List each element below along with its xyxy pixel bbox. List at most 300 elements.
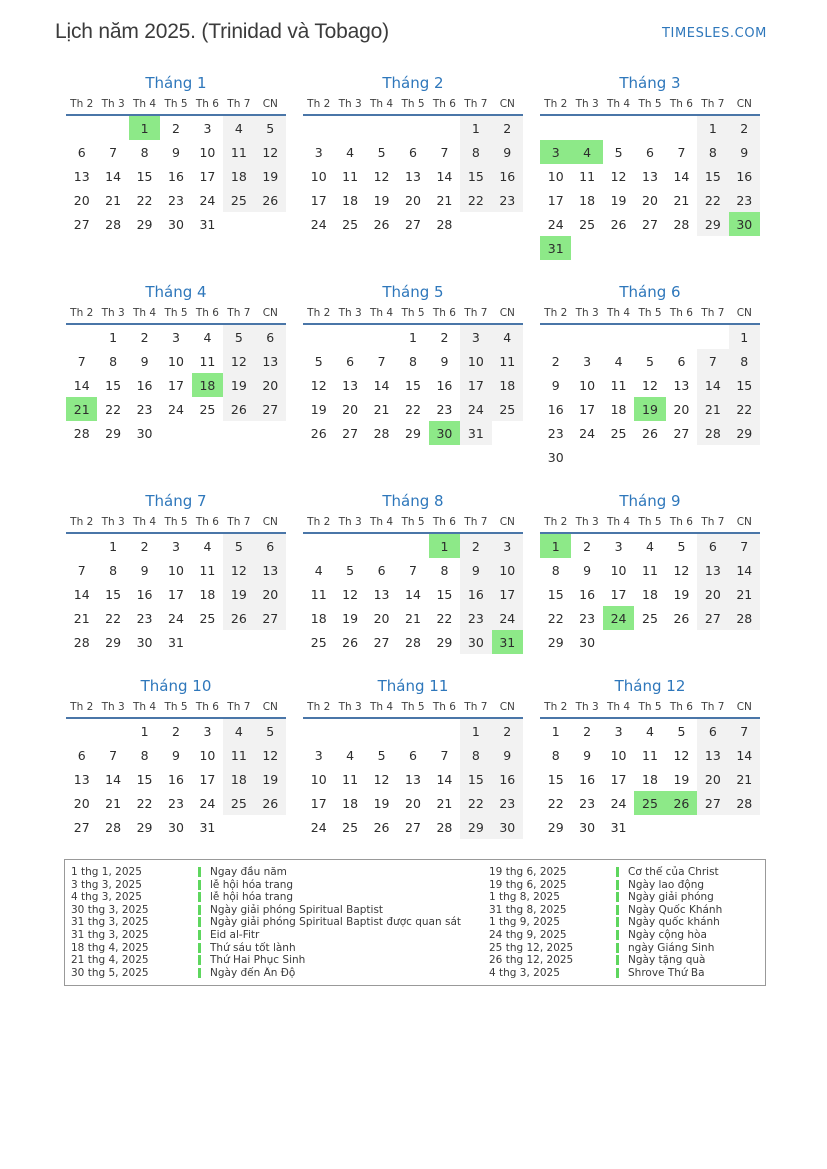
- day-cell-empty: [666, 325, 697, 349]
- day-cell: 29: [105, 634, 122, 650]
- legend-item: [489, 904, 759, 917]
- day-cell: 15: [460, 164, 491, 188]
- day-cell: 8: [140, 747, 149, 763]
- legend-item: [71, 916, 489, 929]
- day-cell: 22: [547, 610, 564, 626]
- day-cell: 8: [460, 140, 491, 164]
- day-cell-empty: [492, 212, 523, 236]
- day-cell: 25: [634, 791, 665, 815]
- day-cell-empty: [603, 236, 634, 260]
- weekday-header: Th 3: [575, 98, 599, 110]
- day-cell: 30: [136, 425, 153, 441]
- day-cell: 18: [492, 373, 523, 397]
- day-cell: 2: [140, 329, 149, 345]
- day-cell: 22: [547, 795, 564, 811]
- weekday-header: Th 5: [401, 98, 425, 110]
- weekday-header: Th 6: [432, 516, 456, 528]
- year-calendar-grid: [66, 74, 760, 839]
- weekday-header: CN: [736, 701, 752, 713]
- day-cell: 3: [583, 353, 592, 369]
- day-cell: 16: [547, 401, 564, 417]
- day-cell: 29: [405, 425, 421, 441]
- day-cell: 24: [199, 192, 216, 208]
- day-cell: 14: [73, 377, 90, 393]
- weekday-header: CN: [499, 516, 515, 528]
- day-cell: 18: [223, 767, 254, 791]
- weekday-header-row: [303, 701, 523, 719]
- weekday-header: Th 6: [195, 701, 219, 713]
- weekday-header: CN: [262, 516, 278, 528]
- day-cell: 13: [255, 558, 286, 582]
- month-title: Tháng 5: [382, 283, 444, 301]
- day-cell: 15: [460, 767, 491, 791]
- day-cell: 28: [105, 216, 122, 232]
- weekday-header: Th 3: [338, 701, 362, 713]
- legend-label: Shrove Thứ Ba: [628, 966, 705, 979]
- day-cell: 6: [255, 534, 286, 558]
- day-cell: 18: [192, 373, 223, 397]
- day-cell: 5: [646, 353, 654, 369]
- weekday-header: CN: [262, 98, 278, 110]
- day-cell: 27: [405, 819, 421, 835]
- month-block: [540, 283, 760, 469]
- day-cell-empty: [366, 719, 397, 743]
- day-cell: 2: [492, 116, 523, 140]
- day-cell-empty: [66, 534, 97, 558]
- day-cell-empty: [397, 116, 428, 140]
- day-cell: 9: [492, 140, 523, 164]
- day-cell: 3: [492, 534, 523, 558]
- day-cell: 14: [729, 558, 760, 582]
- day-cell: 29: [547, 819, 564, 835]
- month-title: Tháng 8: [382, 492, 444, 510]
- day-cell-empty: [603, 116, 634, 140]
- day-cell: 11: [223, 140, 254, 164]
- day-cell: 9: [172, 747, 180, 763]
- legend-label: Ngày Quốc Khánh: [628, 903, 723, 916]
- day-cell: 29: [136, 819, 153, 835]
- day-cell: 20: [697, 767, 728, 791]
- day-cell: 8: [440, 562, 449, 578]
- weekday-header: Th 3: [101, 701, 125, 713]
- day-cell: 11: [579, 168, 596, 184]
- holiday-marker-icon: [198, 930, 201, 940]
- legend-date: 30 thg 5, 2025: [71, 966, 149, 979]
- legend-label: Ngày đến Ấn Độ: [210, 966, 296, 979]
- day-cell: 20: [697, 582, 728, 606]
- day-cell: 27: [73, 819, 90, 835]
- day-cell-empty: [429, 719, 460, 743]
- day-cell: 16: [492, 164, 523, 188]
- day-cell: 9: [140, 353, 149, 369]
- month-block: [66, 283, 286, 469]
- day-cell: 18: [642, 771, 658, 787]
- legend-label: Ngày giải phóng Spiritual Baptist: [210, 903, 384, 916]
- day-cell: 28: [373, 425, 390, 441]
- day-cell: 31: [460, 421, 491, 445]
- day-cell: 10: [610, 747, 627, 763]
- day-cell: 15: [105, 586, 122, 602]
- month-days-grid: [540, 325, 760, 469]
- day-cell: 4: [223, 116, 254, 140]
- day-cell: 12: [255, 140, 286, 164]
- day-cell: 7: [109, 144, 118, 160]
- day-cell-empty: [571, 116, 602, 140]
- month-block: [66, 677, 286, 839]
- day-cell: 5: [377, 144, 386, 160]
- day-cell: 2: [729, 116, 760, 140]
- day-cell: 20: [73, 192, 90, 208]
- day-cell-empty: [666, 630, 697, 654]
- day-cell: 29: [729, 421, 760, 445]
- weekday-header: Th 2: [307, 98, 331, 110]
- day-cell: 28: [729, 791, 760, 815]
- day-cell: 1: [540, 534, 571, 558]
- month-block: [303, 283, 523, 469]
- day-cell: 6: [409, 747, 417, 763]
- day-cell: 15: [697, 164, 728, 188]
- day-cell: 14: [73, 586, 90, 602]
- day-cell: 3: [614, 723, 623, 739]
- day-cell-empty: [192, 421, 223, 445]
- legend-item: [489, 954, 759, 967]
- day-cell: 22: [436, 610, 453, 626]
- day-cell: 19: [610, 192, 627, 208]
- day-cell: 17: [492, 582, 523, 606]
- weekday-header: Th 7: [464, 98, 488, 110]
- weekday-header-row: [66, 98, 286, 116]
- weekday-header: Th 3: [338, 98, 362, 110]
- weekday-header: Th 4: [370, 701, 394, 713]
- legend-item: [71, 891, 489, 904]
- legend-date: 19 thg 6, 2025: [489, 878, 567, 891]
- day-cell: 24: [603, 606, 634, 630]
- weekday-header: Th 2: [544, 516, 568, 528]
- day-cell: 28: [697, 421, 728, 445]
- day-cell: 27: [697, 791, 728, 815]
- day-cell: 15: [547, 586, 564, 602]
- day-cell-empty: [303, 719, 334, 743]
- day-cell: 14: [405, 586, 421, 602]
- day-cell-empty: [255, 421, 286, 445]
- day-cell: 13: [697, 743, 728, 767]
- weekday-header-row: [66, 701, 286, 719]
- day-cell: 1: [109, 538, 118, 554]
- day-cell-empty: [697, 815, 728, 839]
- weekday-header: Th 6: [669, 516, 693, 528]
- day-cell: 3: [203, 120, 212, 136]
- legend-date: 31 thg 8, 2025: [489, 903, 567, 916]
- day-cell: 18: [342, 795, 359, 811]
- day-cell: 12: [342, 586, 359, 602]
- day-cell: 23: [136, 610, 153, 626]
- day-cell: 23: [460, 606, 491, 630]
- day-cell: 7: [677, 144, 686, 160]
- day-cell: 14: [105, 168, 122, 184]
- weekday-header: Th 7: [227, 307, 251, 319]
- weekday-header: Th 5: [401, 307, 425, 319]
- day-cell: 18: [342, 192, 359, 208]
- day-cell-empty: [255, 630, 286, 654]
- weekday-header: Th 5: [638, 701, 662, 713]
- day-cell: 12: [255, 743, 286, 767]
- weekday-header: Th 4: [370, 307, 394, 319]
- day-cell: 28: [436, 216, 453, 232]
- day-cell: 17: [460, 373, 491, 397]
- legend-date: 31 thg 3, 2025: [71, 916, 149, 929]
- legend-label: Eid al-Fitr: [210, 928, 260, 941]
- day-cell: 27: [255, 606, 286, 630]
- day-cell: 9: [440, 353, 449, 369]
- day-cell: 4: [492, 325, 523, 349]
- legend-date: 1 thg 9, 2025: [489, 916, 560, 929]
- weekday-header-row: [540, 516, 760, 534]
- day-cell: 17: [199, 771, 216, 787]
- day-cell-empty: [255, 815, 286, 839]
- day-cell: 9: [460, 558, 491, 582]
- weekday-header: Th 7: [701, 516, 725, 528]
- weekday-header: Th 4: [133, 307, 157, 319]
- month-days-grid: [66, 325, 286, 445]
- day-cell: 5: [255, 116, 286, 140]
- month-days-grid: [303, 719, 523, 839]
- month-title: Tháng 6: [619, 283, 681, 301]
- day-cell: 30: [547, 449, 564, 465]
- weekday-header: Th 7: [227, 98, 251, 110]
- legend-label: lễ hội hóa trang: [210, 891, 294, 904]
- day-cell-empty: [666, 815, 697, 839]
- day-cell: 7: [409, 562, 417, 578]
- day-cell-empty: [634, 815, 665, 839]
- day-cell: 25: [342, 819, 359, 835]
- day-cell: 14: [105, 771, 122, 787]
- day-cell: 13: [673, 377, 690, 393]
- weekday-header: Th 4: [133, 516, 157, 528]
- legend-date: 25 thg 12, 2025: [489, 941, 574, 954]
- day-cell: 4: [203, 329, 212, 345]
- day-cell: 23: [492, 188, 523, 212]
- day-cell: 2: [140, 538, 149, 554]
- day-cell: 9: [492, 743, 523, 767]
- day-cell: 7: [729, 534, 760, 558]
- day-cell: 24: [547, 216, 564, 232]
- day-cell-empty: [366, 116, 397, 140]
- day-cell: 15: [136, 168, 153, 184]
- day-cell: 4: [346, 747, 355, 763]
- weekday-header-row: [540, 307, 760, 325]
- day-cell: 11: [492, 349, 523, 373]
- weekday-header: Th 4: [133, 701, 157, 713]
- day-cell: 27: [342, 425, 359, 441]
- day-cell: 8: [109, 353, 118, 369]
- legend-date: 18 thg 4, 2025: [71, 941, 149, 954]
- legend-item: [71, 866, 489, 879]
- day-cell-empty: [634, 325, 665, 349]
- day-cell: 19: [223, 373, 254, 397]
- weekday-header: Th 4: [370, 516, 394, 528]
- day-cell-empty: [729, 236, 760, 260]
- legend-item: [489, 942, 759, 955]
- day-cell: 13: [342, 377, 359, 393]
- day-cell: 10: [168, 562, 184, 578]
- day-cell: 3: [172, 329, 180, 345]
- day-cell: 12: [310, 377, 327, 393]
- day-cell: 5: [346, 562, 355, 578]
- day-cell-empty: [571, 325, 602, 349]
- legend-date: 19 thg 6, 2025: [489, 866, 567, 878]
- holiday-marker-icon: [198, 955, 201, 965]
- day-cell: 4: [223, 719, 254, 743]
- day-cell: 25: [223, 188, 254, 212]
- day-cell: 8: [409, 353, 417, 369]
- legend-label: Ngày tặng quà: [628, 954, 706, 967]
- day-cell: 10: [460, 349, 491, 373]
- weekday-header: Th 7: [701, 701, 725, 713]
- day-cell: 2: [492, 719, 523, 743]
- weekday-header: Th 2: [307, 516, 331, 528]
- weekday-header: Th 4: [370, 98, 394, 110]
- day-cell: 23: [136, 401, 153, 417]
- day-cell-empty: [66, 325, 97, 349]
- day-cell: 11: [199, 562, 216, 578]
- day-cell: 28: [73, 425, 90, 441]
- day-cell: 10: [610, 562, 627, 578]
- day-cell-empty: [160, 421, 191, 445]
- day-cell: 1: [140, 723, 149, 739]
- day-cell: 7: [697, 349, 728, 373]
- month-block: [540, 677, 760, 839]
- day-cell: 18: [199, 586, 216, 602]
- month-block: [66, 492, 286, 654]
- day-cell: 19: [634, 397, 665, 421]
- day-cell: 15: [547, 771, 564, 787]
- day-cell-empty: [634, 236, 665, 260]
- weekday-header: Th 3: [338, 516, 362, 528]
- day-cell-empty: [603, 325, 634, 349]
- weekday-header: Th 6: [669, 701, 693, 713]
- day-cell: 16: [168, 771, 184, 787]
- day-cell: 7: [77, 353, 86, 369]
- day-cell-empty: [666, 236, 697, 260]
- day-cell: 6: [77, 747, 86, 763]
- day-cell: 31: [610, 819, 627, 835]
- day-cell: 13: [73, 771, 90, 787]
- weekday-header: CN: [499, 307, 515, 319]
- day-cell: 30: [168, 216, 184, 232]
- day-cell: 20: [255, 582, 286, 606]
- day-cell: 31: [168, 634, 184, 650]
- day-cell: 28: [673, 216, 690, 232]
- day-cell: 2: [440, 329, 449, 345]
- day-cell: 9: [583, 747, 592, 763]
- day-cell-empty: [540, 325, 571, 349]
- day-cell: 28: [405, 634, 421, 650]
- day-cell: 10: [310, 168, 327, 184]
- month-days-grid: [540, 534, 760, 654]
- day-cell: 16: [460, 582, 491, 606]
- weekday-header: Th 3: [575, 516, 599, 528]
- day-cell-empty: [729, 630, 760, 654]
- day-cell: 26: [255, 791, 286, 815]
- day-cell-empty: [223, 421, 254, 445]
- day-cell: 20: [673, 401, 690, 417]
- site-link[interactable]: TIMESLES.COM: [661, 26, 767, 41]
- day-cell: 22: [105, 610, 122, 626]
- legend-date: 1 thg 8, 2025: [489, 891, 560, 904]
- weekday-header: Th 4: [607, 307, 631, 319]
- legend-label: Cơ thể của Christ: [628, 866, 719, 878]
- legend-label: Thứ Hai Phục Sinh: [210, 954, 306, 967]
- weekday-header-row: [66, 516, 286, 534]
- weekday-header: CN: [262, 307, 278, 319]
- month-days-grid: [303, 325, 523, 445]
- day-cell-empty: [255, 212, 286, 236]
- day-cell: 21: [673, 192, 690, 208]
- day-cell: 17: [547, 192, 564, 208]
- day-cell: 17: [310, 192, 327, 208]
- day-cell: 27: [373, 634, 390, 650]
- day-cell: 30: [579, 634, 596, 650]
- day-cell: 2: [172, 120, 180, 136]
- day-cell: 6: [697, 534, 728, 558]
- holiday-marker-icon: [616, 930, 619, 940]
- day-cell: 15: [729, 373, 760, 397]
- holiday-marker-icon: [616, 968, 619, 978]
- day-cell: 22: [136, 795, 153, 811]
- day-cell: 6: [377, 562, 386, 578]
- month-block: [540, 492, 760, 654]
- weekday-header: Th 3: [575, 307, 599, 319]
- legend-item: [71, 942, 489, 955]
- day-cell: 1: [697, 116, 728, 140]
- holiday-marker-icon: [198, 917, 201, 927]
- day-cell-empty: [729, 445, 760, 469]
- day-cell: 26: [255, 188, 286, 212]
- day-cell: 24: [310, 216, 327, 232]
- month-title: Tháng 4: [145, 283, 207, 301]
- day-cell: 25: [199, 610, 216, 626]
- day-cell: 21: [105, 795, 122, 811]
- day-cell: 23: [168, 795, 184, 811]
- month-days-grid: [303, 116, 523, 236]
- day-cell-empty: [303, 116, 334, 140]
- day-cell: 24: [492, 606, 523, 630]
- holiday-marker-icon: [616, 905, 619, 915]
- page-title: Lịch năm 2025. (Trinidad và Tobago): [55, 20, 389, 43]
- day-cell: 2: [172, 723, 180, 739]
- day-cell: 30: [579, 819, 596, 835]
- day-cell: 16: [579, 771, 596, 787]
- weekday-header: Th 6: [432, 307, 456, 319]
- legend-label: Ngày giải phóng Spiritual Baptist được quan sát: [210, 916, 462, 929]
- day-cell: 18: [610, 401, 627, 417]
- day-cell: 5: [677, 538, 686, 554]
- weekday-header: Th 5: [401, 516, 425, 528]
- day-cell: 27: [673, 425, 690, 441]
- day-cell: 1: [551, 723, 560, 739]
- weekday-header-row: [303, 307, 523, 325]
- day-cell: 24: [610, 795, 627, 811]
- day-cell: 24: [168, 610, 184, 626]
- day-cell: 7: [77, 562, 86, 578]
- day-cell: 28: [729, 606, 760, 630]
- day-cell: 27: [73, 216, 90, 232]
- day-cell: 28: [105, 819, 122, 835]
- day-cell: 29: [436, 634, 453, 650]
- day-cell-empty: [729, 815, 760, 839]
- day-cell: 31: [540, 236, 571, 260]
- weekday-header: Th 2: [544, 98, 568, 110]
